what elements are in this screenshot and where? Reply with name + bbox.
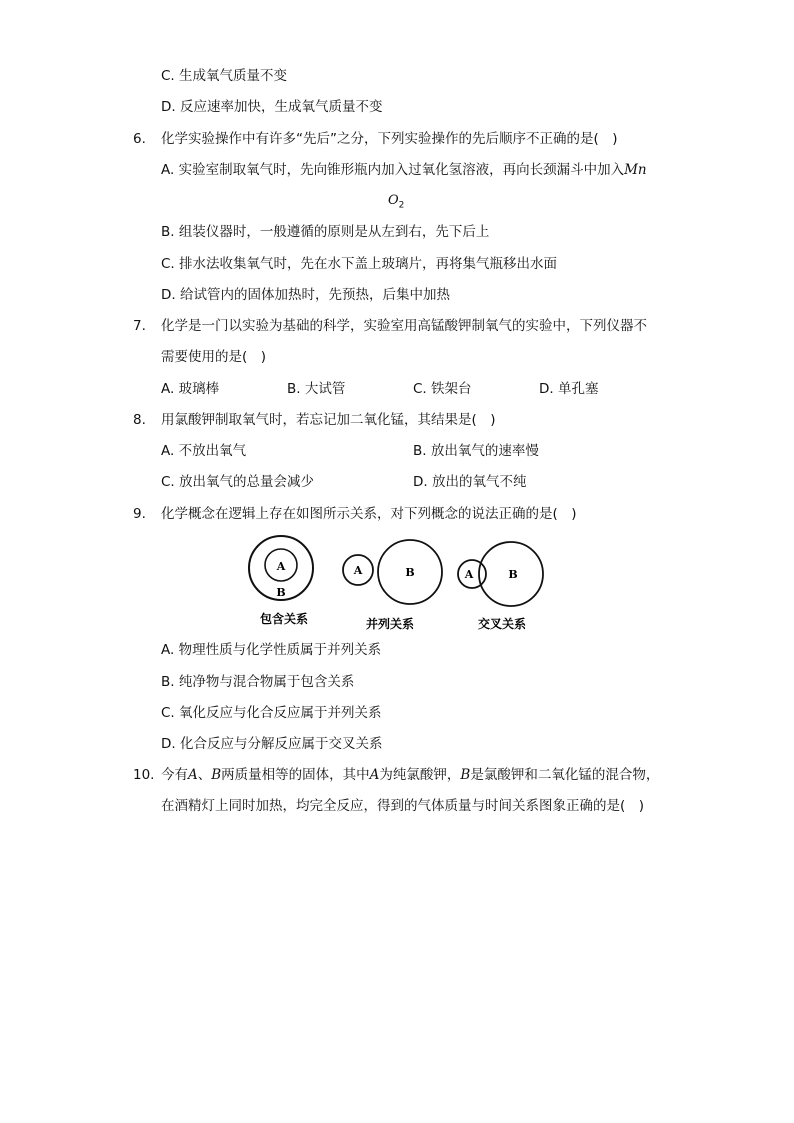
- q10-text-2: 、: [197, 767, 212, 783]
- q5-option-d: D. 反应速率加快，生成氧气质量不变: [161, 99, 383, 115]
- q10-var-b: B: [211, 767, 222, 783]
- venn-parallel: [343, 540, 442, 631]
- q9-option-d: D. 化合反应与分解反应属于交叉关系: [161, 736, 383, 752]
- q6-option-d: D. 给试管内的固体加热时，先预热，后集中加热: [161, 287, 450, 303]
- q9-number: 9.: [133, 506, 146, 522]
- q8-option-a: A. 不放出氧气: [161, 443, 247, 459]
- q6-option-a-mn: Mn: [624, 162, 647, 178]
- intersection-label-a: A: [464, 568, 474, 581]
- q6-option-a: [161, 161, 647, 179]
- q8-option-d: D. 放出的氧气不纯: [413, 474, 527, 490]
- q10-stem-line1: [161, 766, 659, 784]
- containment-label-b: B: [276, 586, 286, 599]
- venn-intersection: [458, 542, 543, 631]
- parallel-label-b: B: [405, 566, 415, 579]
- q8-option-b: B. 放出氧气的速率慢: [413, 443, 539, 459]
- q7-stem-line2: 需要使用的是( ): [161, 349, 267, 365]
- q10-text-3: 两质量相等的固体，其中: [221, 767, 370, 783]
- q9-stem: 化学概念在逻辑上存在如图所示关系，对下列概念的说法正确的是( ): [161, 506, 577, 522]
- intersection-label-b: B: [508, 568, 518, 581]
- q6-option-a-o2: [388, 192, 404, 215]
- q7-option-c: C. 铁架台: [413, 381, 472, 397]
- q6-number: 6.: [133, 131, 146, 147]
- q8-number: 8.: [133, 412, 146, 428]
- q7-number: 7.: [133, 318, 146, 334]
- q8-option-c: C. 放出氧气的总量会减少: [161, 474, 315, 490]
- q8-stem: 用氯酸钾制取氧气时，若忘记加二氧化锰，其结果是( ): [161, 412, 496, 428]
- q7-option-d: D. 单孔塞: [539, 381, 599, 397]
- containment-label-a: A: [276, 560, 286, 573]
- containment-caption: 包含关系: [259, 612, 309, 626]
- q10-text-4: 为纯氯酸钾，: [379, 767, 461, 783]
- q9-option-b: B. 纯净物与混合物属于包含关系: [161, 674, 355, 690]
- q10-var-a2: A: [369, 767, 380, 783]
- q5-option-c: C. 生成氧气质量不变: [161, 68, 288, 84]
- intersection-caption: 交叉关系: [477, 617, 527, 631]
- q6-stem: 化学实验操作中有许多“先后”之分，下列实验操作的先后顺序不正确的是( ): [161, 131, 618, 147]
- q9-option-c: C. 氧化反应与化合反应属于并列关系: [161, 705, 382, 721]
- q10-stem-line2: 在酒精灯上同时加热，均完全反应，得到的气体质量与时间关系图象正确的是( ): [161, 798, 645, 814]
- q7-option-a: A. 玻璃棒: [161, 381, 220, 397]
- parallel-caption: 并列关系: [365, 617, 415, 631]
- q10-var-a: A: [188, 767, 198, 783]
- q10-text-5: 是氯酸钾和二氧化锰的混合物，: [470, 767, 660, 783]
- q10-text-1: 今有: [161, 767, 188, 783]
- q7-stem-line1: 化学是一门以实验为基础的科学，实验室用高锰酸钾制氧气的实验中，下列仪器不: [161, 318, 647, 334]
- q10-number: 10.: [133, 767, 155, 783]
- q6-option-a-text: A. 实验室制取氧气时，先向锥形瓶内加入过氧化氢溶液，再向长颈漏斗中加入: [161, 162, 625, 178]
- q6-o2-subscript: 2: [398, 200, 405, 211]
- q10-var-b2: B: [460, 767, 471, 783]
- q6-o2-letter: O: [388, 193, 399, 208]
- q6-option-c: C. 排水法收集氧气时，先在水下盖上玻璃片，再将集气瓶移出水面: [161, 256, 558, 272]
- parallel-label-a: A: [353, 564, 363, 577]
- q9-venn-figure: [240, 530, 560, 634]
- venn-containment: [249, 536, 313, 626]
- q7-option-b: B. 大试管: [287, 381, 346, 397]
- q6-option-b: B. 组装仪器时，一般遵循的原则是从左到右，先下后上: [161, 224, 490, 240]
- q9-option-a: A. 物理性质与化学性质属于并列关系: [161, 642, 382, 658]
